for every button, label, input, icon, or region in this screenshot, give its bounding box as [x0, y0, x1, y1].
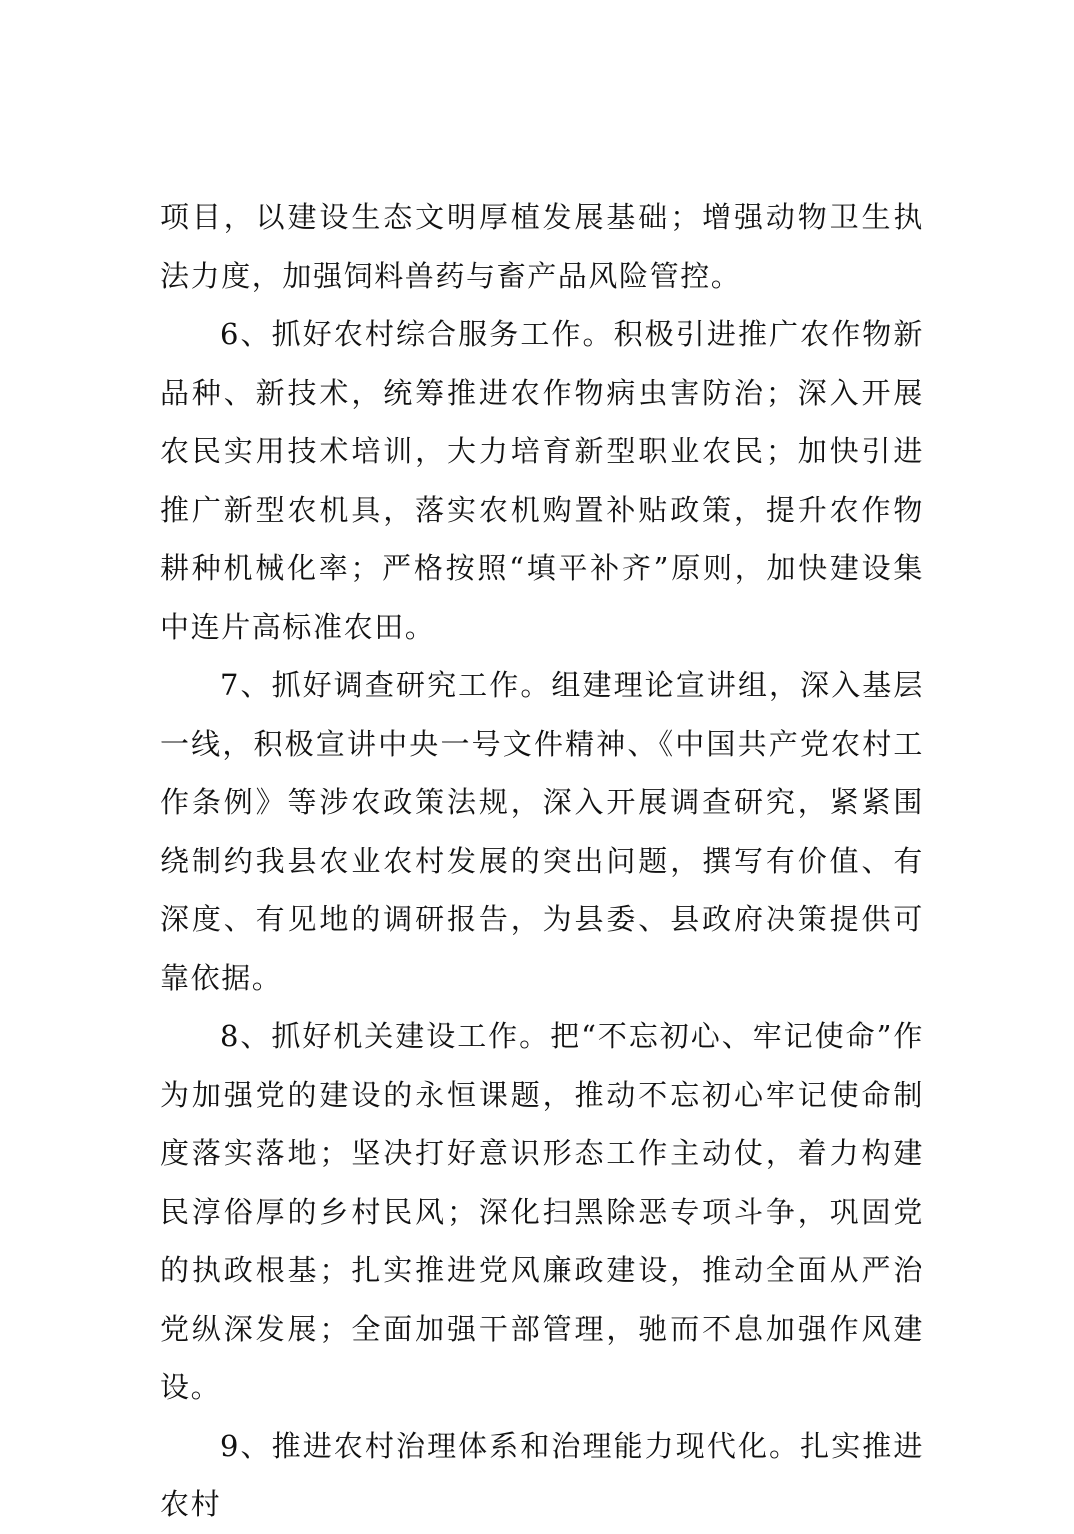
paragraph-item-6: 6、抓好农村综合服务工作。积极引进推广农作物新品种、新技术，统筹推进农作物病虫害防治；深入开展农民实用技术培训，大力培育新型职业农民；加快引进推广新型农机具，落实农机购置补贴政策，提升农作物耕种机械化率；严格按照“填平补齐”原则，加快建设集中连片高标准农田。 — [160, 317, 924, 644]
paragraph-item-8: 8、抓好机关建设工作。把“不忘初心、牢记使命”作为加强党的建设的永恒课题，推动不忘初心牢记使命制度落实落地；坚决打好意识形态工作主动仗，着力构建民淳俗厚的乡村民风；深化扫黑除恶专项斗争，巩固党的执政根基；扎实推进党风廉政建设，推动全面从严治党纵深发展；全面加强干部管理，驰而不息加强作风建设。 — [160, 1019, 924, 1404]
paragraph-continuation: 项目，以建设生态文明厚植发展基础；增强动物卫生执法力度，加强饲料兽药与畜产品风险管控。 — [160, 200, 924, 293]
paragraph-item-7: 7、抓好调查研究工作。组建理论宣讲组，深入基层一线，积极宣讲中央一号文件精神、《中国共产党农村工作条例》等涉农政策法规，深入开展调查研究，紧紧围绕制约我县农业农村发展的突出问题，撰写有价值、有深度、有见地的调研报告，为县委、县政府决策提供可靠依据。 — [160, 668, 924, 995]
document-body — [160, 188, 924, 1534]
paragraph-item-9: 9、推进农村治理体系和治理能力现代化。扎实推进农村 — [160, 1428, 924, 1521]
